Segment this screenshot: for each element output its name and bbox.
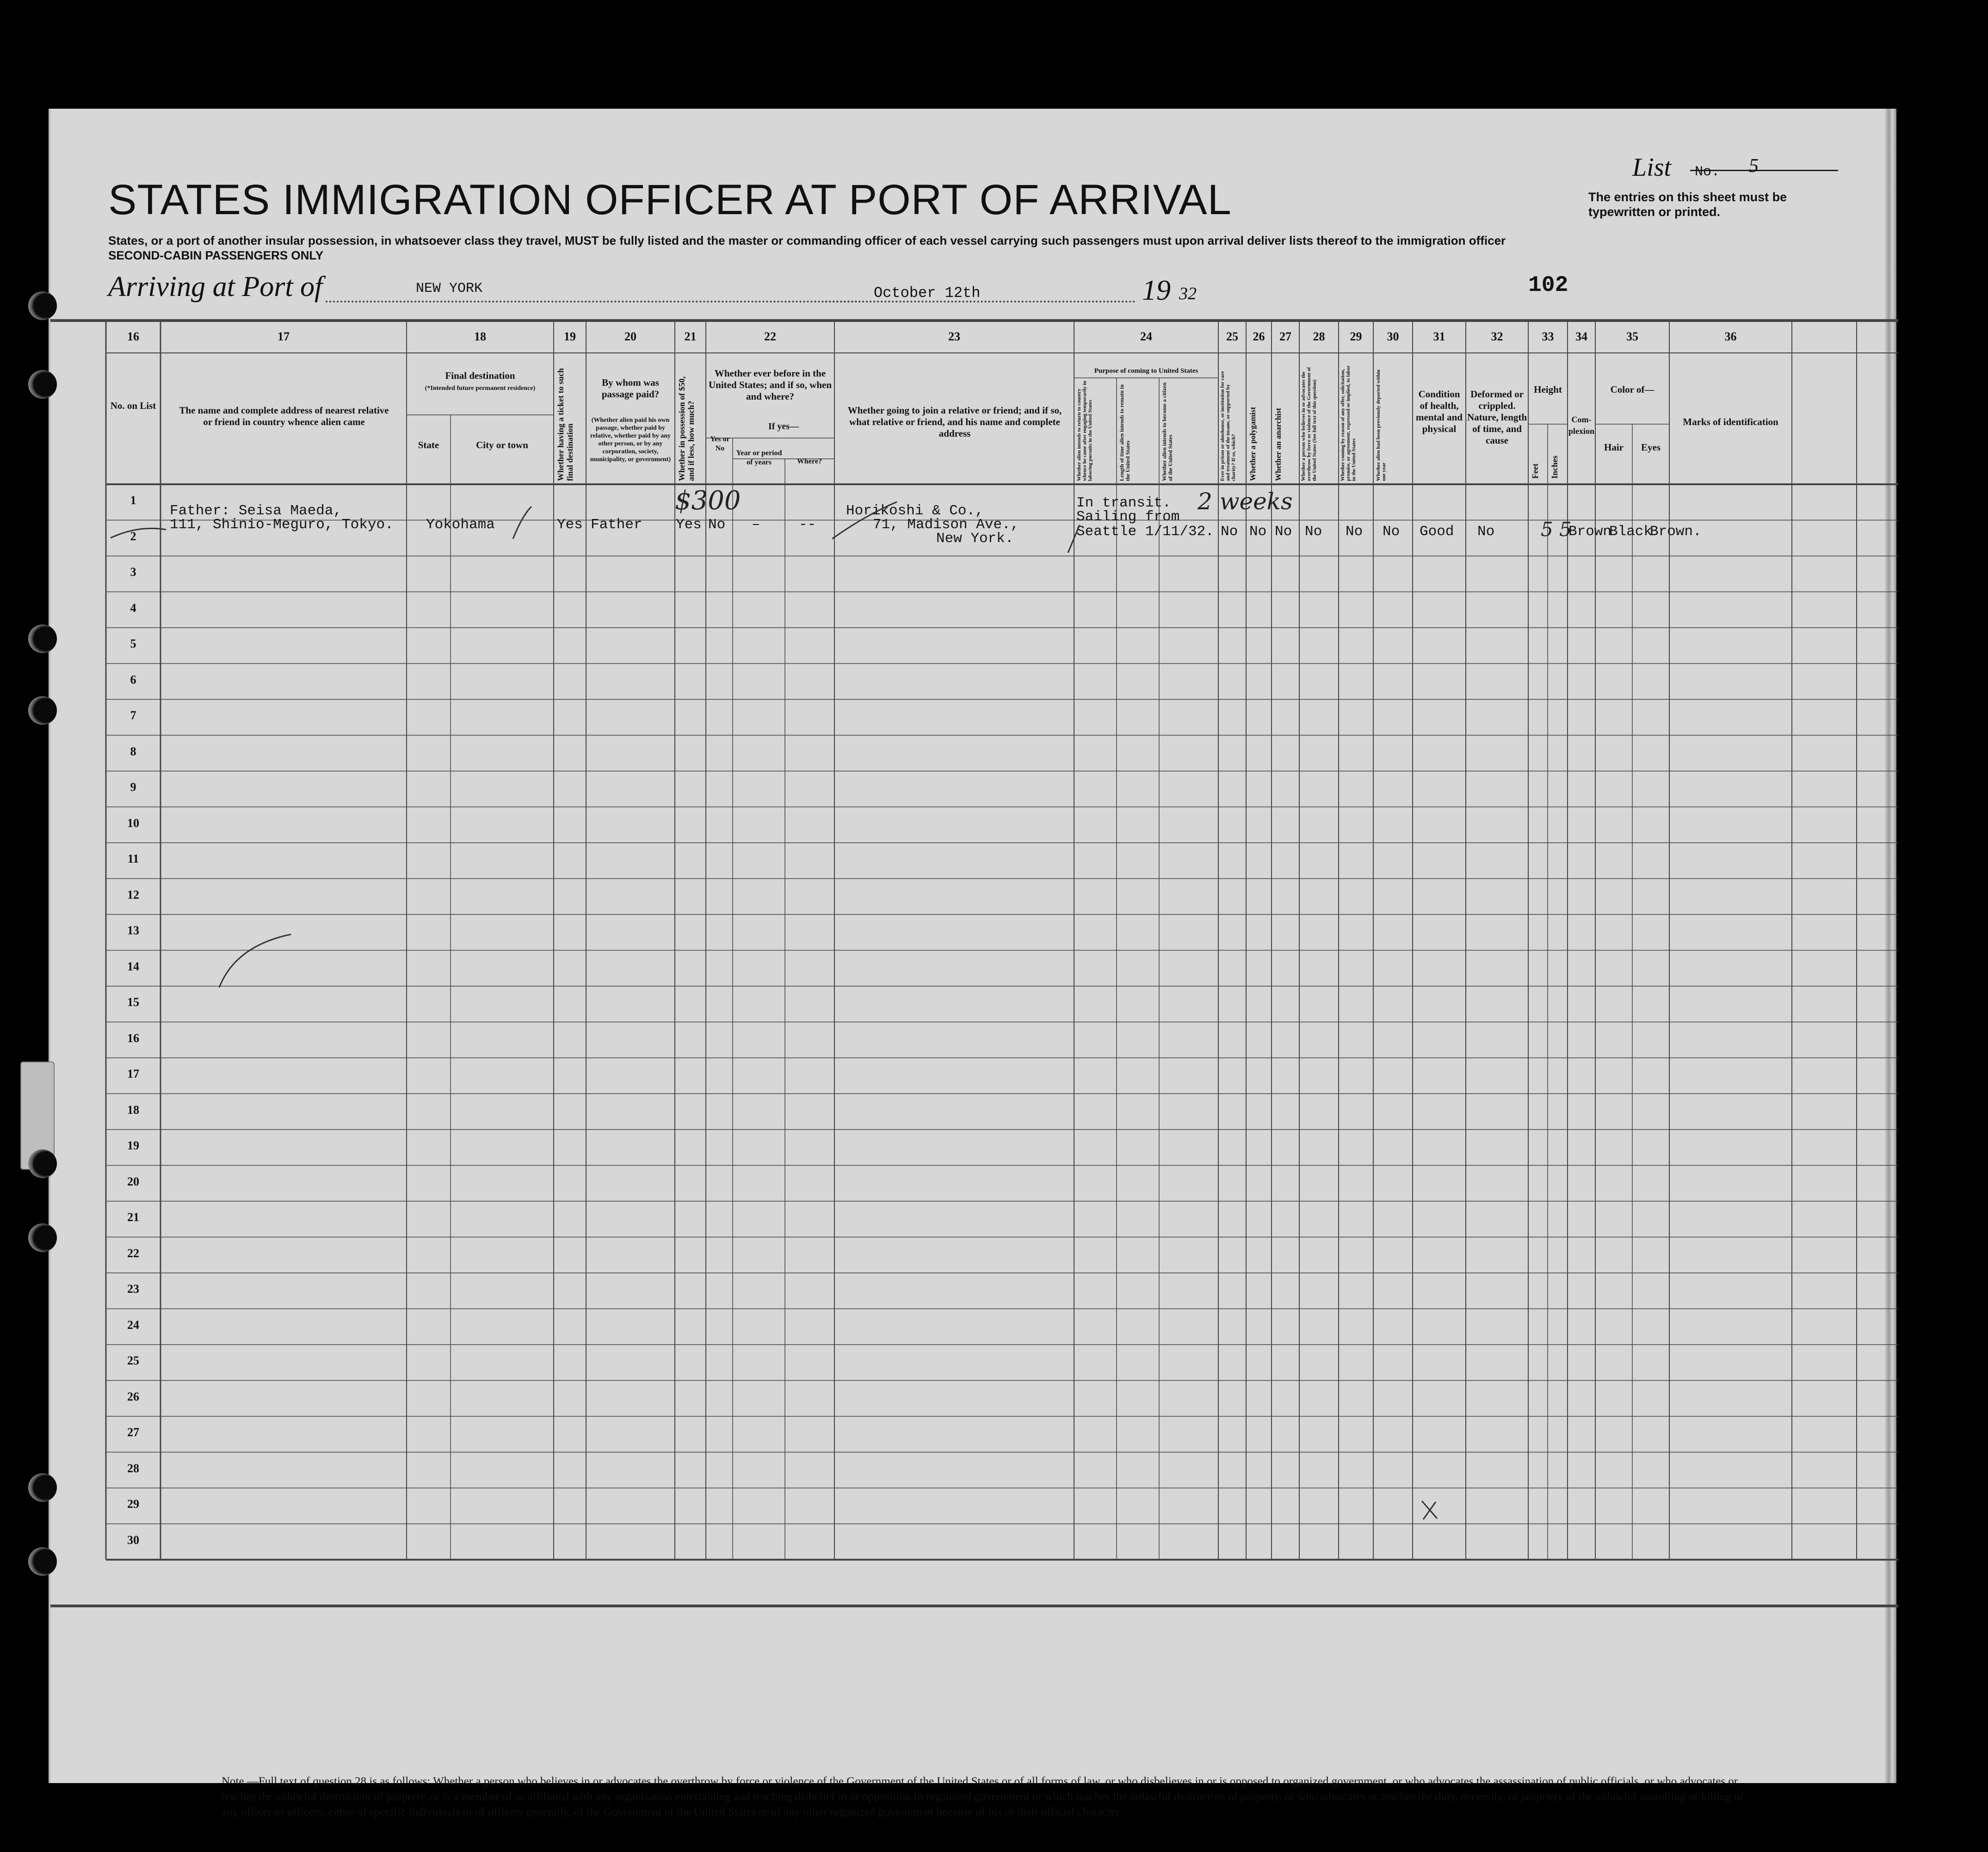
row-number: 20 [127, 1174, 139, 1188]
col-head-22-year: Year or period of years [736, 449, 782, 466]
col-head-18-city: City or town [476, 439, 528, 451]
c28-value: No [1305, 524, 1322, 540]
col-head-23: Whether going to join a relative or friend; and if so, what relative or friend, and his name and complete address [847, 405, 1062, 439]
col-head-22: Whether ever before in the United States; and if so, when and where? [708, 368, 832, 402]
cabin-class: SECOND-CABIN PASSENGERS ONLY [108, 248, 324, 262]
dest-city: Yokohama [426, 517, 495, 533]
col-num-26: 26 [1253, 330, 1265, 343]
health-value: Good [1420, 524, 1454, 540]
col-num-31: 31 [1433, 330, 1445, 343]
row-number: 9 [130, 780, 136, 794]
list-number: 5 [1749, 155, 1759, 177]
col-num-27: 27 [1279, 330, 1291, 343]
col-num-18: 18 [474, 330, 486, 343]
row-number: 27 [127, 1426, 139, 1439]
c30-value: No [1383, 524, 1400, 540]
row-number: 24 [127, 1318, 139, 1332]
row-number: 19 [127, 1139, 139, 1152]
c26-value: No [1249, 524, 1267, 540]
row-number: 25 [127, 1354, 139, 1367]
money-value: Yes [676, 517, 702, 533]
col-num-23: 23 [948, 330, 960, 343]
form-code: 14—430 [1052, 1832, 1078, 1840]
join-name: Horikoshi & Co., [846, 503, 984, 519]
col-num-33: 33 [1542, 330, 1554, 343]
c25-value: No [1221, 524, 1238, 540]
before-year: – [752, 517, 760, 533]
purpose-2: Sailing from [1076, 509, 1180, 525]
col-head-26: Whether a polygamist [1248, 407, 1257, 481]
list-no-label: No. [1695, 164, 1720, 180]
row-number: 7 [130, 709, 136, 722]
length-handwritten: 2 weeks [1198, 488, 1293, 515]
col-num-24: 24 [1140, 330, 1152, 343]
col-head-20: By whom was passage paid? [601, 377, 660, 400]
before-where: -- [799, 517, 816, 533]
col-head-25: Ever in prison or almshouse, or institution for care and treatment of the insane, or supported by charity? If so, which? [1220, 371, 1236, 481]
row-number: 22 [127, 1246, 139, 1260]
col-head-22-yesno: Yes or No [710, 435, 730, 452]
col-num-35: 35 [1626, 330, 1638, 343]
col-head-32: Deformed or crippled. Nature, length of time, and cause [1467, 389, 1527, 446]
row-number: 11 [127, 852, 139, 865]
col-head-18-state: State [418, 439, 439, 451]
col-num-32: 32 [1491, 330, 1503, 343]
eyes-value: Brown. [1650, 524, 1702, 540]
col-head-24: Purpose of coming to United States [1094, 367, 1198, 375]
row-number: 17 [127, 1067, 139, 1080]
money-handwritten: $300 [675, 486, 741, 516]
complexion-value: Brown [1568, 524, 1612, 540]
entries-notice: The entries on this sheet must be typewritten or printed. [1588, 190, 1787, 219]
col-head-28: Whether a person who believes in or advocates the overthrow by force or violence of the Government of the United States (See full text of this question) [1301, 367, 1317, 481]
col-num-16: 16 [127, 330, 139, 343]
row-number: 12 [127, 888, 139, 901]
height-feet: 5 [1541, 518, 1553, 541]
col-head-30: Whether alien had been previously deported within one year [1376, 369, 1387, 481]
col-head-22-ifyes: If yes— [768, 421, 799, 432]
col-num-29: 29 [1350, 330, 1362, 343]
row-number: 8 [130, 744, 136, 758]
col-head-24-c: Whether alien intends to become a citizen of the United States [1161, 382, 1173, 481]
port-value: NEW YORK [416, 281, 483, 296]
manifest-sheet [49, 109, 1896, 1840]
col-head-33-inches: Inches [1550, 455, 1559, 479]
row-number: 21 [127, 1210, 139, 1224]
col-head-29: Whether coming by reason of any offer, solicitation, promise, or agreement, expressed or implied, to labor in the United States [1340, 365, 1357, 481]
row-number: 5 [130, 637, 136, 650]
year-prefix: 19 [1142, 275, 1171, 306]
height-inches: 5 [1559, 518, 1572, 541]
row-number: 16 [127, 1031, 139, 1045]
row-number: 26 [127, 1389, 139, 1403]
row-number: 15 [127, 995, 139, 1009]
row-number: 3 [130, 565, 136, 579]
page-number: 102 [1528, 273, 1568, 298]
col-head-35: Color of— [1610, 384, 1655, 395]
purpose-1: In transit. [1076, 495, 1171, 511]
row-number: 4 [130, 601, 136, 615]
col-head-17: The name and complete address of nearest relative or friend in country whence alien came [179, 405, 389, 427]
c27-value: No [1275, 524, 1292, 540]
footnote: Note.—Full text of question 28 is as follows: Whether a person who believes in or advocates the overthrow by force or violence of the Government of the United States or of all forms of law, or who disbelieves in or is opposed to organized government, or who advocates the assassination of public officials, or who advocates or teaches the unlawful destruction of property, or is a member of or affiliated with any organization entertaining and teaching disbelief in or opposition to organized government or which teaches the unlawful destruction of property, or who advocates or teaches the duty, necessity, or propriety of the unlawful assaulting or killing of any officer or officers, either of specific individuals or of officers generally, of the Government of the United States or of any other organized government because of his or their official character. [222, 1775, 1744, 1818]
pencil-marks [50, 109, 1898, 1783]
row-number: 18 [127, 1103, 139, 1117]
col-head-35-eyes: Eyes [1641, 442, 1661, 453]
col-num-22: 22 [764, 330, 776, 343]
before-us: No [708, 517, 726, 533]
col-head-18-note: (*Intended future permanent residence) [425, 385, 536, 392]
arrival-date: October 12th [874, 284, 981, 302]
row-number: 28 [127, 1461, 139, 1475]
col-num-28: 28 [1313, 330, 1325, 343]
col-num-25: 25 [1226, 330, 1238, 343]
join-city: New York. [936, 531, 1014, 547]
row-number: 30 [127, 1533, 139, 1547]
col-head-36: Marks of identification [1683, 416, 1778, 427]
col-num-36: 36 [1724, 330, 1737, 343]
col-head-19: Whether having a ticket to such final destination [556, 368, 574, 481]
col-head-33: Height [1534, 384, 1562, 395]
form-subtitle: States, or a port of another insular possession, in whatsoever class they travel, MUST be fully listed and the master or commanding officer of each vessel carrying such passengers must upon arrival deliver lists thereof to the immigration officer [108, 234, 1506, 247]
row-number: 29 [127, 1497, 139, 1511]
ticket-value: Yes [557, 517, 583, 533]
col-num-21: 21 [684, 330, 697, 343]
row-number: 23 [127, 1282, 139, 1296]
c29-value: No [1346, 524, 1363, 540]
row-number: 10 [127, 816, 139, 830]
purpose-3: Seattle 1/11/32. [1076, 524, 1214, 540]
row-number: 6 [130, 673, 136, 686]
col-head-24-a: Whether alien intends to return to country whence he came after engaging temporarily in laboring pursuits in the United States [1076, 381, 1093, 481]
form-title: STATES IMMIGRATION OFFICER AT PORT OF ARRIVAL [108, 176, 1232, 223]
col-head-31: Condition of health, mental and physical [1416, 389, 1463, 434]
row-number: 2 [130, 529, 136, 543]
col-head-18: Final destination [445, 370, 515, 381]
join-street: 71, Madison Ave., [873, 517, 1019, 533]
arriving-label: Arriving at Port of [108, 271, 323, 302]
col-num-34: 34 [1575, 330, 1587, 343]
list-label: List [1632, 153, 1672, 182]
col-num-20: 20 [624, 330, 636, 343]
col-head-22-where: Where? [797, 457, 822, 465]
paid-by: Father [591, 517, 642, 533]
relative-address: 111, Shinio-Meguro, Tokyo. [170, 517, 394, 533]
hair-value: Black [1609, 524, 1653, 540]
year-suffix: 32 [1179, 284, 1197, 303]
col-num-17: 17 [278, 330, 290, 343]
col-head-33-feet: Feet [1531, 463, 1540, 479]
row-number: 1 [130, 494, 136, 507]
col-head-27: Whether an anarchist [1274, 407, 1283, 481]
relative-name: Father: Seisa Maeda, [170, 503, 342, 519]
col-head-24-b: Length of time alien intends to remain in the United States [1118, 384, 1131, 481]
col-head-16: No. on List [110, 400, 156, 411]
col-head-20-note: (Whether alien paid his own passage, whether paid by relative, whether paid by any other person, or by any corporation, society, municipality, or government) [590, 417, 671, 463]
col-head-34: Com-plexion [1568, 415, 1595, 436]
col-head-21: Whether in possession of $50, and if less, how much? [677, 376, 696, 481]
row-number: 14 [127, 959, 139, 973]
col-head-35-hair: Hair [1604, 442, 1624, 453]
col-num-19: 19 [564, 330, 576, 343]
col-num-30: 30 [1387, 330, 1399, 343]
deformed-value: No [1477, 524, 1495, 540]
row-number: 13 [127, 924, 139, 937]
